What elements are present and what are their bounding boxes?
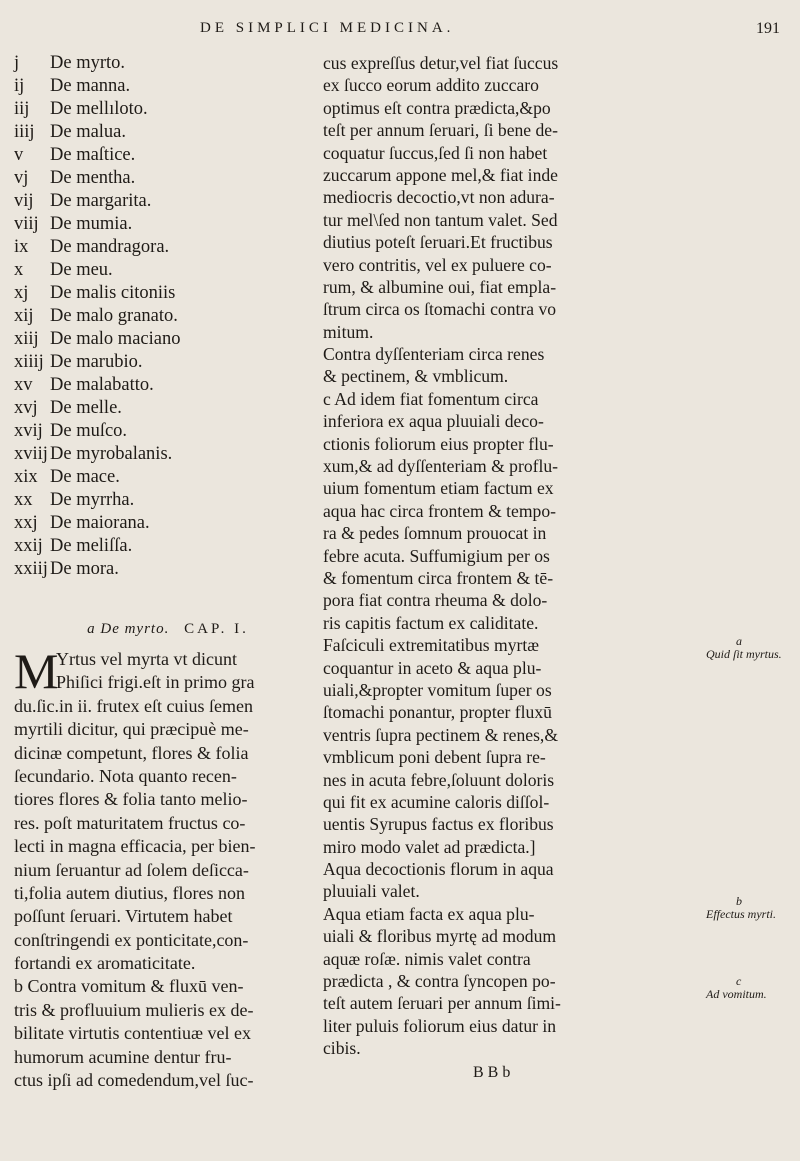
text-line: ventris ſupra pectinem & renes,& — [323, 724, 558, 745]
index-title: De malua. — [50, 122, 127, 142]
index-number: iij — [14, 99, 30, 119]
text-line: conſtringendi ex ponticitate,con- — [14, 929, 249, 950]
note-letter: b — [736, 894, 742, 908]
text-line: humorum acumine dentur fru- — [14, 1046, 232, 1067]
text-line: fortandi ex aromaticitate. — [14, 953, 196, 974]
text-line: febre acuta. Suffumigium per os — [323, 545, 550, 566]
text-line: rum, & albumine oui, fiat empla- — [323, 276, 557, 297]
index-number: xix — [14, 467, 38, 487]
index-entry — [14, 213, 322, 236]
text-line: pluuiali valet. — [323, 881, 420, 902]
text-line: Faſciculi extremitatibus myrtæ — [323, 635, 539, 656]
index-title: De marubio. — [50, 352, 143, 372]
index-title: De maiorana. — [50, 513, 150, 533]
text-line: miro modo valet ad prædicta.] — [323, 836, 536, 857]
index-entry — [14, 98, 322, 121]
text-line: Yrtus vel myrta vt dicunt — [56, 649, 237, 669]
signature-line — [323, 1060, 693, 1082]
index-number: xvij — [14, 421, 43, 441]
index-entry — [14, 75, 322, 98]
text-line: teſt per annum ſeruari, ſi bene de- — [323, 120, 558, 141]
index-title: De melle. — [50, 398, 122, 418]
text-line: res. poſt maturitatem fructus co- — [14, 812, 246, 833]
running-head: DE SIMPLICI MEDICINA. — [200, 20, 455, 36]
text-line: qui fit ex acumine caloris diſſol- — [323, 791, 550, 812]
note-text: Quid ſit myrtus. — [706, 647, 782, 661]
text-line: & fomentum circa frontem & tē- — [323, 567, 554, 588]
index-entry — [14, 144, 322, 167]
text-line: ctionis foliorum eius propter flu- — [323, 433, 554, 454]
index-number: xiiij — [14, 352, 44, 372]
margin-note — [706, 975, 767, 1001]
text-line: vmblicum poni debent ſupra re- — [323, 747, 546, 768]
index-title: De myrobalanis. — [50, 444, 173, 464]
text-line: myrtili dicitur, qui præcipuè me- — [14, 719, 249, 740]
text-line: uiali,&propter vomitum ſuper os — [323, 679, 552, 700]
text-line: vero contritis, vel ex puluere co- — [323, 254, 552, 275]
index-number: j — [14, 53, 20, 73]
index-title: De manna. — [50, 76, 131, 96]
text-line: lecti in magna efficacia, per bien- — [14, 836, 256, 857]
index-title: De myrrha. — [50, 490, 135, 510]
index-entry — [14, 351, 322, 374]
text-line: du.ſic.in ii. frutex eſt cuius ſemen — [14, 695, 253, 716]
note-text: Ad vomitum. — [706, 987, 767, 1001]
text-line: ti,folia autem diutius, flores non — [14, 882, 245, 903]
text-line: dicinæ competunt, flores & folia — [14, 742, 249, 763]
index-entry — [14, 121, 322, 144]
index-entry — [14, 190, 322, 213]
index-entry — [14, 305, 322, 328]
text-line: & pectinem, & vmblicum. — [323, 366, 509, 387]
left-column — [14, 52, 322, 1092]
text-line: Phiſici frigi.eſt in primo gra — [56, 672, 255, 693]
margin-note — [706, 895, 776, 921]
drop-cap: M — [14, 643, 59, 699]
text-line: ris capitis factum ex caliditate. — [323, 612, 539, 633]
text-line: pora fiat contra rheuma & dolo- — [323, 590, 548, 611]
text-line: Aqua decoctionis florum in aqua — [323, 859, 554, 880]
note-text: Effectus myrti. — [706, 907, 776, 921]
text-line: uiali & floribus myrtę ad modum — [323, 926, 557, 947]
text-line: uentis Syrupus factus ex floribus — [323, 814, 554, 835]
text-line: Contra dyſſenteriam circa renes — [323, 344, 545, 365]
index-entry — [14, 489, 322, 512]
index-number: vij — [14, 191, 34, 211]
index-number: xij — [14, 306, 34, 326]
text-line: cibis. — [323, 1038, 361, 1059]
text-line: prædicta , & contra ſyncopen po- — [323, 971, 556, 992]
text-line: zuccarum appone mel,& fiat inde — [323, 164, 558, 185]
index-entry — [14, 374, 322, 397]
index-number: viij — [14, 214, 39, 234]
text-line: xum,& ad dyſſenteriam & proflu- — [323, 456, 559, 477]
index-title: De meliſſa. — [50, 536, 133, 556]
text-line: tiores flores & folia tanto melio- — [14, 789, 248, 810]
index-number: xxij — [14, 536, 43, 556]
text-line: diutius poteſt ſeruari.Et fructibus — [323, 232, 553, 253]
index-entry — [14, 167, 322, 190]
text-line: poſſunt ſeruari. Virtutem habet — [14, 906, 233, 927]
index-title: De mora. — [50, 559, 119, 579]
index-entry — [14, 420, 322, 443]
index-number: xx — [14, 490, 33, 510]
page-number: 191 — [756, 20, 780, 37]
index-entry — [14, 282, 322, 305]
text-line: cus expreſſus detur,vel fiat ſuccus — [323, 53, 559, 73]
index-number: xj — [14, 283, 29, 303]
index-number: xiij — [14, 329, 39, 349]
index-title: De mellıloto. — [50, 99, 148, 119]
index-title: De meu. — [50, 260, 113, 280]
index-entry — [14, 466, 322, 489]
chapter-title: De myrto. — [100, 621, 170, 637]
chapter-heading — [14, 621, 322, 638]
text-line: inferiora ex aqua pluuiali deco- — [323, 411, 544, 432]
text-line: ex ſucco eorum addito zuccaro — [323, 75, 539, 96]
index-title: De muſco. — [50, 421, 128, 441]
index-number: vj — [14, 168, 29, 188]
text-line: Aqua etiam facta ex aqua plu- — [323, 903, 535, 924]
margin-note — [706, 635, 782, 661]
index-entry — [14, 259, 322, 282]
chapter-letter: a — [87, 621, 96, 637]
text-line: bilitate virtutis contentiuæ vel ex — [14, 1023, 251, 1044]
index-entry — [14, 512, 322, 535]
index-entry — [14, 535, 322, 558]
text-line: ſtomachi ponantur, propter fluxū — [323, 702, 552, 723]
text-line: coquatur ſuccus,ſed ſi non habet — [323, 142, 548, 163]
note-letter: a — [736, 634, 742, 648]
index-title: De mace. — [50, 467, 120, 487]
index-title: De maſtice. — [50, 145, 136, 165]
index-entry — [14, 52, 322, 75]
right-column — [323, 52, 693, 1082]
text-line: tur mel\ſed non tantum valet. Sed — [323, 209, 558, 230]
text-line: aquæ roſæ. nimis valet contra — [323, 948, 531, 969]
note-letter: c — [736, 974, 742, 988]
index-number: xv — [14, 375, 33, 395]
text-line: mitum. — [323, 321, 374, 342]
index-number: ij — [14, 76, 25, 96]
text-line: ſecundario. Nota quanto recen- — [14, 765, 237, 786]
index-title: De malo granato. — [50, 306, 178, 326]
signature-mark: B B b — [473, 1063, 511, 1081]
text-line: liter puluis foliorum eius datur in — [323, 1015, 557, 1036]
index-number: xvj — [14, 398, 38, 418]
left-body-text — [14, 643, 322, 1092]
text-line: mediocris decoctio,vt non adura- — [323, 187, 555, 208]
index-number: iiij — [14, 122, 35, 142]
text-line: optimus eſt contra prædicta,&po — [323, 97, 551, 118]
index-title: De mandragora. — [50, 237, 170, 257]
index-title: De margarita. — [50, 191, 152, 211]
text-line: ctus ipſi ad comedendum,vel ſuc- — [14, 1070, 254, 1091]
text-line: nium ſeruantur ad ſolem deſicca- — [14, 859, 249, 880]
index-entry — [14, 236, 322, 259]
index-number: x — [14, 260, 24, 280]
index-entry — [14, 397, 322, 420]
index-title: De mumia. — [50, 214, 133, 234]
index-number: xviij — [14, 444, 48, 464]
text-line: b Contra vomitum & fluxū ven- — [14, 976, 244, 997]
text-line: tris & profluuium mulieris ex de- — [14, 999, 254, 1020]
text-line: ſtrum circa os ſtomachi contra vo — [323, 299, 557, 320]
index-title: De myrto. — [50, 53, 126, 73]
index-title: De malo maciano — [50, 329, 181, 349]
text-line: coquantur in aceto & aqua plu- — [323, 657, 542, 678]
index-number: v — [14, 145, 24, 165]
text-line: ra & pedes ſomnum prouocat in — [323, 523, 547, 544]
index-title: De mentha. — [50, 168, 136, 188]
index-entry — [14, 443, 322, 466]
index-entry — [14, 328, 322, 351]
text-line: nes in acuta febre,ſoluunt doloris — [323, 769, 555, 790]
index-number: xxj — [14, 513, 38, 533]
chapter-number: CAP. I. — [184, 621, 249, 637]
index-title: De malis citoniis — [50, 283, 176, 303]
chapter-index — [14, 52, 322, 581]
text-line: uium fomentum etiam factum ex — [323, 478, 554, 499]
text-line: c Ad idem fiat fomentum circa — [323, 388, 539, 409]
index-number: ix — [14, 237, 29, 257]
text-line: teſt autem ſeruari per annum ſimi- — [323, 993, 561, 1014]
index-title: De malabatto. — [50, 375, 154, 395]
text-line: aqua hac circa frontem & tempo- — [323, 500, 557, 521]
index-entry — [14, 558, 322, 581]
index-number: xxiij — [14, 559, 48, 579]
